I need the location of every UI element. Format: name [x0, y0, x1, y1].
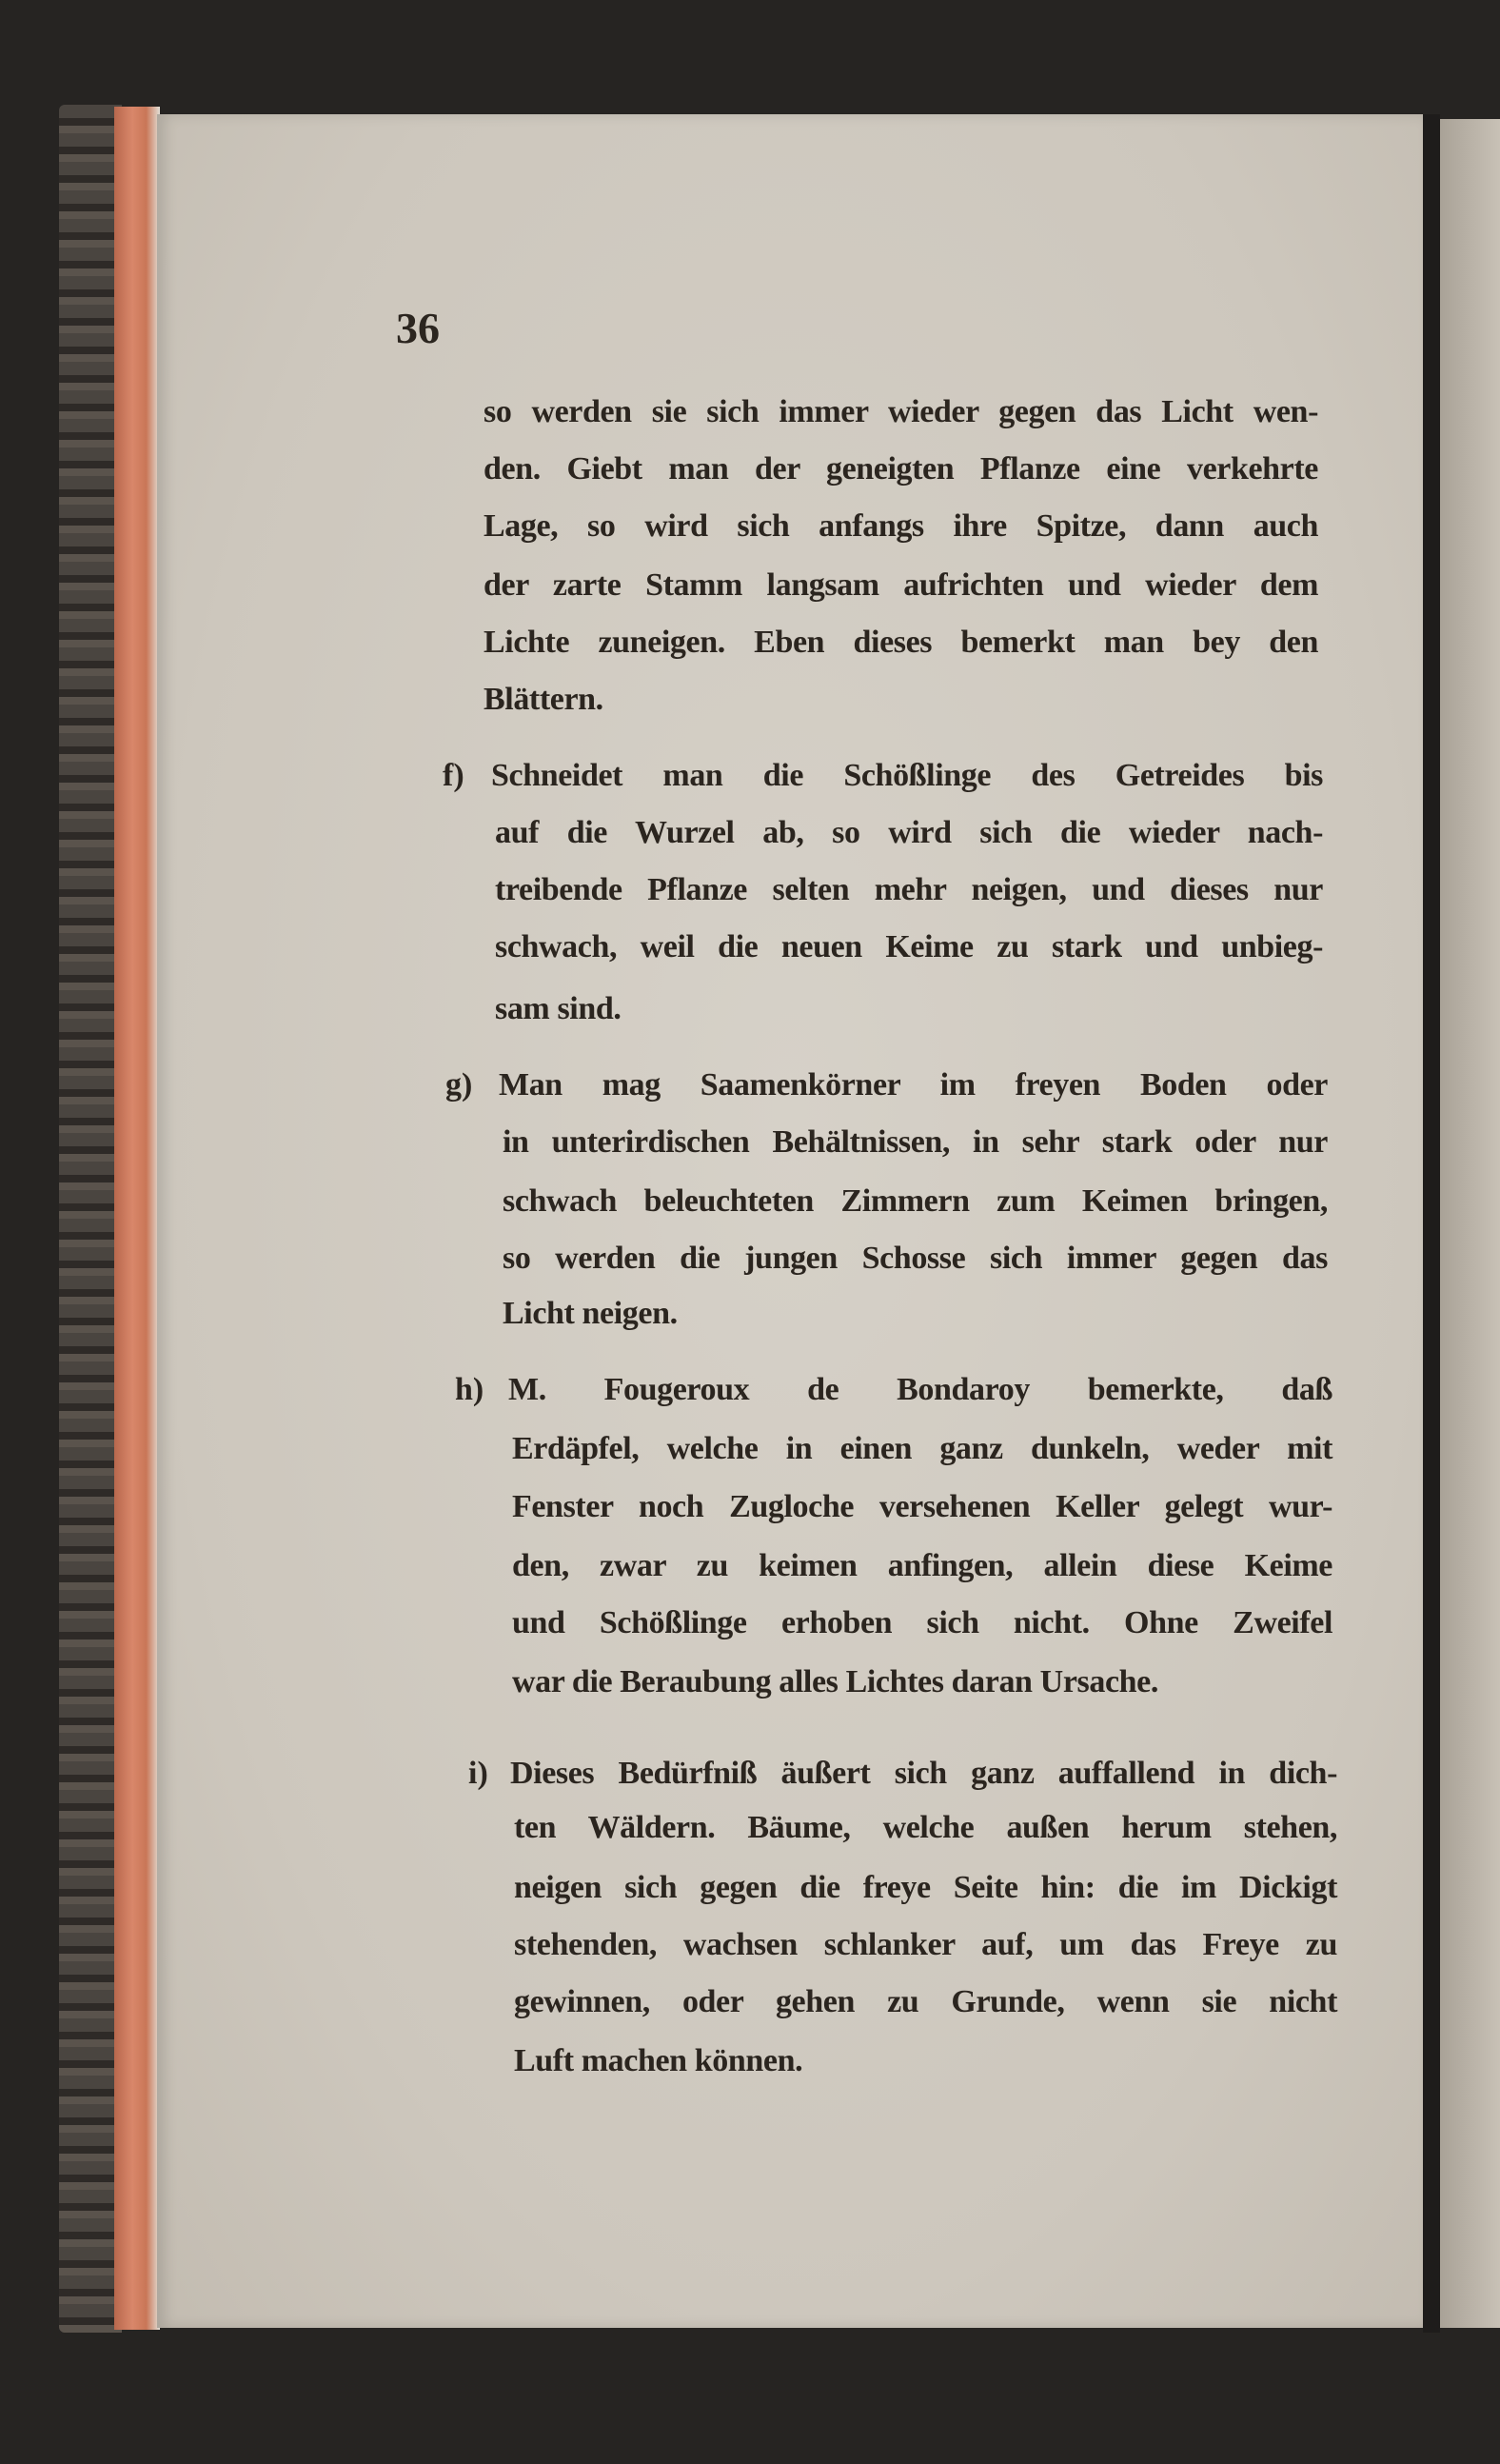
text-line: treibende Pflanze selten mehr neigen, und dieses nur [495, 872, 1323, 907]
text-line: war die Beraubung alles Lichtes daran Ursache. [512, 1664, 1158, 1699]
text-line: schwach, weil die neuen Keime zu stark und unbieg- [495, 929, 1323, 964]
text-line: und Schößlinge erhoben sich nicht. Ohne Zweifel [512, 1605, 1332, 1640]
text-line: ten Wäldern. Bäume, welche außen herum stehen, [514, 1810, 1337, 1845]
text-line: der zarte Stamm langsam aufrichten und wieder dem [484, 567, 1318, 603]
text-line: sam sind. [495, 991, 622, 1026]
text-line: Dieses Bedürfniß äußert sich ganz auffallend in dich- [510, 1756, 1337, 1791]
text-line: M. Fougeroux de Bondaroy bemerkte, daß [508, 1372, 1332, 1407]
paragraph-label: i) [468, 1756, 488, 1791]
text-line: Luft machen können. [514, 2043, 803, 2078]
page-gutter [1423, 114, 1440, 2333]
text-line: neigen sich gegen die freye Seite hin: die im Dickigt [514, 1870, 1337, 1905]
next-page-edge [1440, 119, 1500, 2328]
text-line: Licht neigen. [503, 1296, 678, 1331]
text-line: den. Giebt man der geneigten Pflanze eine verkehrte [484, 451, 1318, 487]
text-line: Lichte zuneigen. Eben dieses bemerkt man bey den [484, 625, 1318, 660]
text-line: Blättern. [484, 682, 603, 717]
text-line: so werden sie sich immer wieder gegen das Licht wen- [484, 394, 1318, 429]
text-line: Lage, so wird sich anfangs ihre Spitze, dann auch [484, 508, 1318, 544]
red-page-edges [114, 107, 160, 2330]
text-line: den, zwar zu keimen anfingen, allein diese Keime [512, 1548, 1332, 1583]
text-line: Schneidet man die Schößlinge des Getreides bis [491, 758, 1323, 793]
text-line: in unterirdischen Behältnissen, in sehr stark oder nur [503, 1124, 1328, 1160]
page-number: 36 [396, 304, 440, 352]
paragraph-label: f) [443, 758, 464, 793]
text-line: Fenster noch Zugloche versehenen Keller gelegt wur- [512, 1489, 1332, 1524]
text-line: Man mag Saamenkörner im freyen Boden oder [499, 1067, 1328, 1103]
text-line: schwach beleuchteten Zimmern zum Keimen bringen, [503, 1183, 1328, 1219]
paragraph-label: g) [445, 1067, 473, 1103]
text-line: gewinnen, oder gehen zu Grunde, wenn sie nicht [514, 1984, 1337, 2019]
paragraph-label: h) [455, 1372, 484, 1407]
text-line: Erdäpfel, welche in einen ganz dunkeln, weder mit [512, 1431, 1332, 1466]
text-line: so werden die jungen Schosse sich immer gegen das [503, 1241, 1328, 1276]
text-line: auf die Wurzel ab, so wird sich die wieder nach- [495, 815, 1323, 850]
text-line: stehenden, wachsen schlanker auf, um das Freye zu [514, 1927, 1337, 1962]
book-spine [59, 105, 122, 2333]
